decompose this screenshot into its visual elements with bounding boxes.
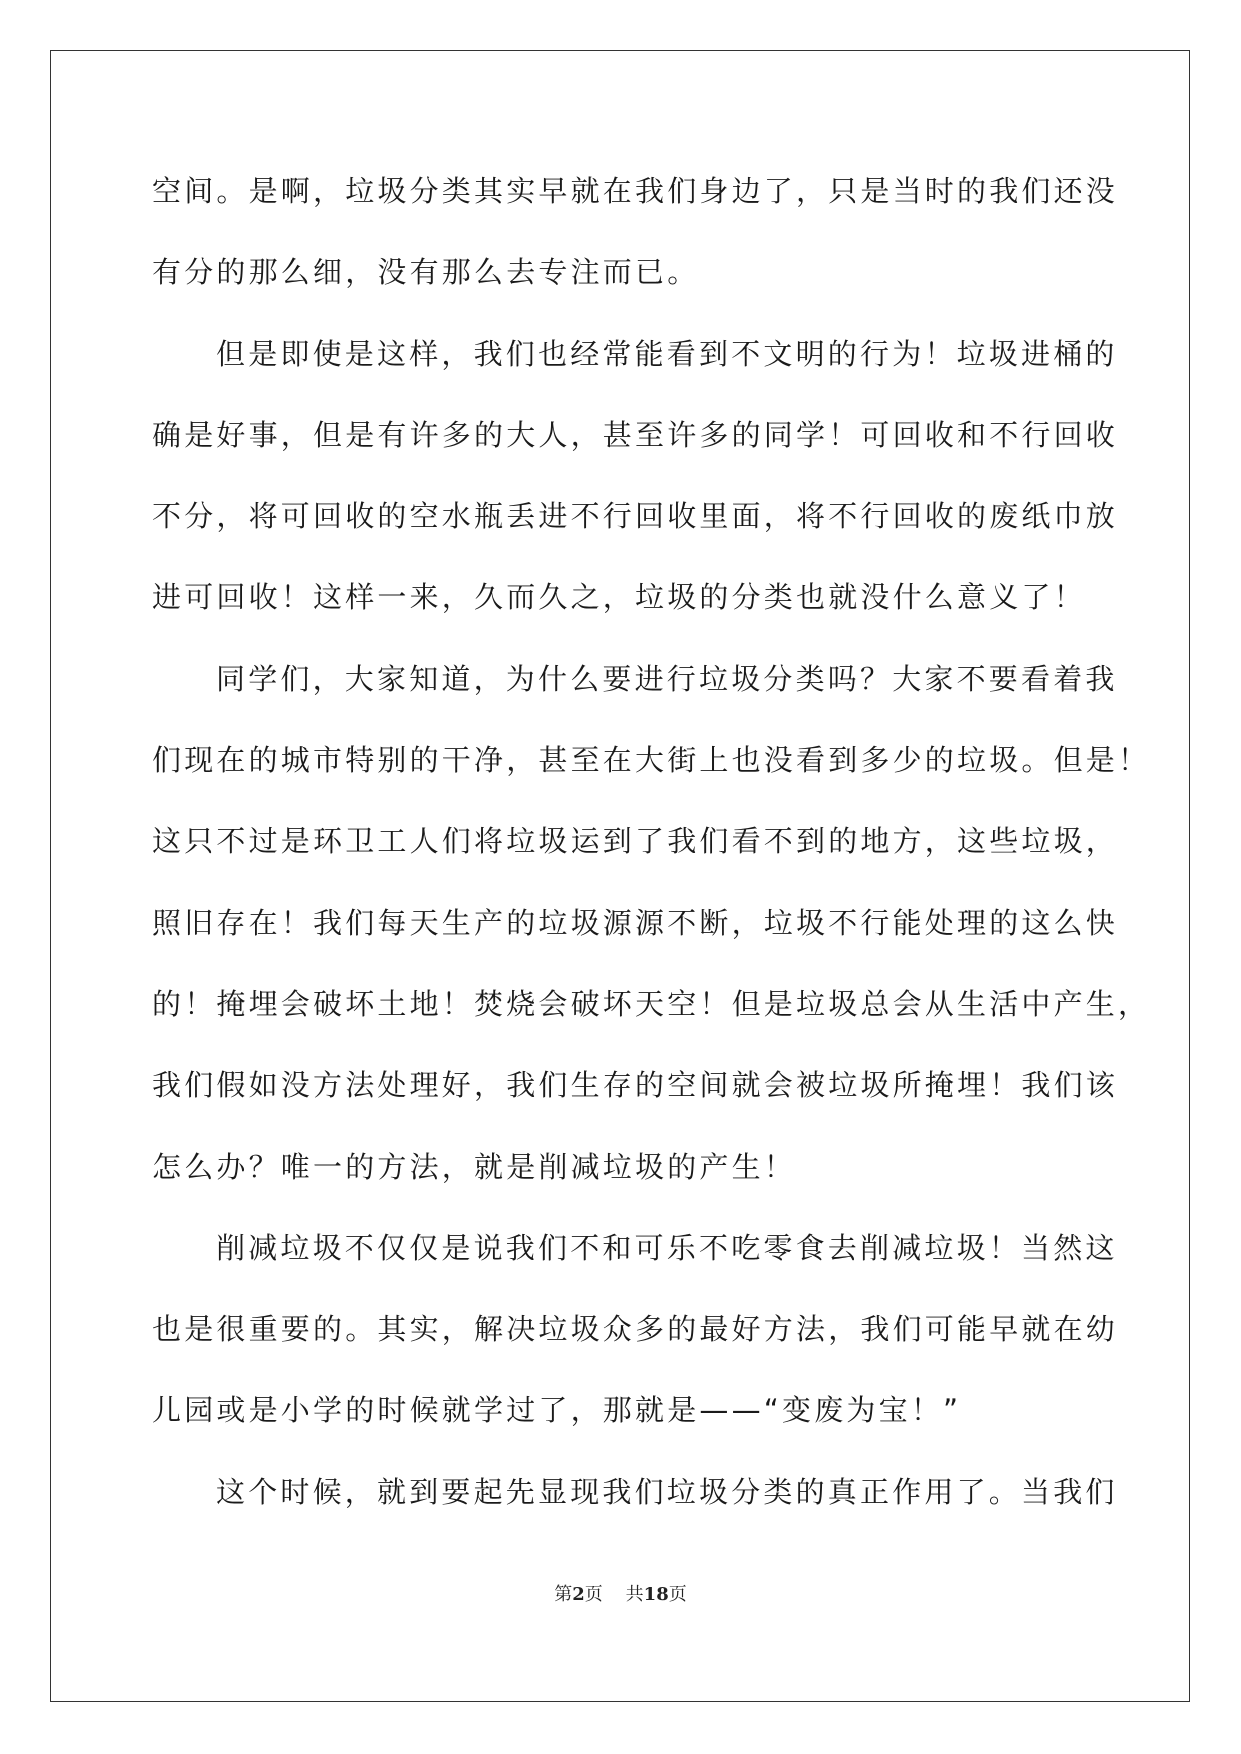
- text-line: 的！掩埋会破坏土地！焚烧会破坏天空！但是垃圾总会从生活中产生，: [152, 986, 1151, 1021]
- text-line: 进可回收！这样一来，久而久之，垃圾的分类也就没什么意义了！: [152, 580, 1086, 615]
- text-line: 这个时候，就到要起先显现我们垃圾分类的真正作用了。当我们: [216, 1474, 1118, 1509]
- text-line: 但是即使是这样，我们也经常能看到不文明的行为！垃圾进桶的: [216, 336, 1118, 371]
- page-footer: [0, 1580, 1241, 1606]
- footer-page-suffix: 页: [584, 1584, 603, 1605]
- text-line: 不分，将可回收的空水瓶丢进不行回收里面，将不行回收的废纸巾放: [152, 499, 1119, 534]
- text-line: 确是好事，但是有许多的大人，甚至许多的同学！可回收和不行回收: [152, 417, 1119, 452]
- text-line: 怎么办？唯一的方法，就是削减垃圾的产生！: [152, 1149, 797, 1184]
- text-line: 们现在的城市特别的干净，甚至在大街上也没看到多少的垃圾。但是！: [152, 743, 1151, 778]
- document-body: [152, 163, 1151, 1545]
- text-line: 照旧存在！我们每天生产的垃圾源源不断，垃圾不行能处理的这么快: [152, 905, 1119, 940]
- footer-page-current: 2: [572, 1584, 585, 1605]
- text-line: 儿园或是小学的时候就学过了，那就是——“变废为宝！”: [152, 1393, 962, 1428]
- text-line: 同学们，大家知道，为什么要进行垃圾分类吗？大家不要看着我: [216, 661, 1118, 696]
- footer-page-prefix: 第: [554, 1584, 573, 1605]
- text-line: 有分的那么细，没有那么去专注而已。: [152, 255, 700, 290]
- text-line: 我们假如没方法处理好，我们生存的空间就会被垃圾所掩埋！我们该: [152, 1068, 1119, 1103]
- text-line: 也是很重要的。其实，解决垃圾众多的最好方法，我们可能早就在幼: [152, 1312, 1119, 1347]
- footer-total-suffix: 页: [668, 1584, 687, 1605]
- text-line: 空间。是啊，垃圾分类其实早就在我们身边了，只是当时的我们还没: [152, 174, 1119, 208]
- footer-total-pages: 18: [643, 1584, 669, 1605]
- footer-total-prefix: 共: [625, 1584, 644, 1605]
- text-line: 削减垃圾不仅仅是说我们不和可乐不吃零食去削减垃圾！当然这: [216, 1230, 1118, 1265]
- text-line: 这只不过是环卫工人们将垃圾运到了我们看不到的地方，这些垃圾，: [152, 824, 1119, 859]
